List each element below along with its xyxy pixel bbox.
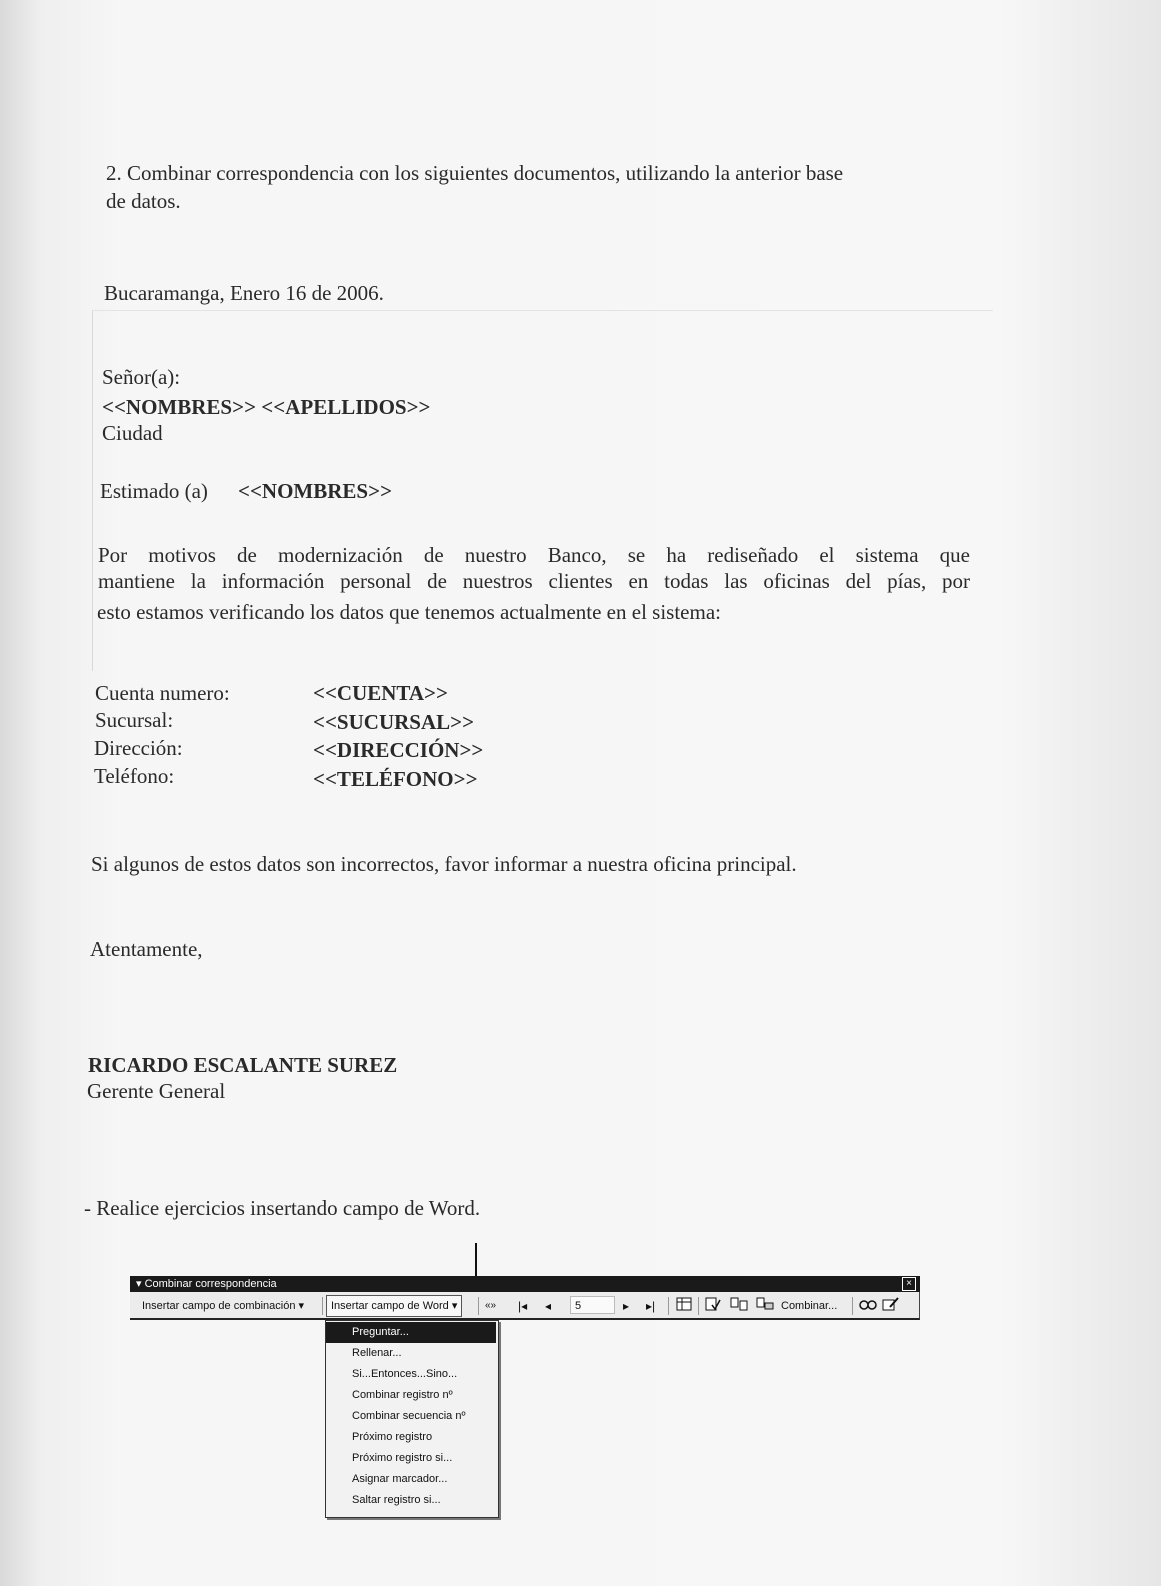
edit-source-icon[interactable] bbox=[882, 1297, 900, 1316]
toolbar-separator bbox=[852, 1297, 853, 1315]
next-record-icon[interactable]: ▸ bbox=[623, 1299, 630, 1313]
menu-item-proximo-registro-si[interactable]: Próximo registro si... bbox=[352, 1452, 453, 1464]
greeting-merge-field: <<NOMBRES>> bbox=[238, 479, 393, 503]
insert-merge-field-button[interactable]: Insertar campo de combinación ▾ bbox=[142, 1300, 305, 1312]
instruction-line-2: de datos. bbox=[106, 189, 181, 213]
check-errors-icon[interactable] bbox=[705, 1297, 721, 1316]
toolbar-title: Combinar correspondencia bbox=[144, 1278, 277, 1290]
toolbar-separator bbox=[668, 1297, 669, 1315]
previous-record-icon[interactable]: ◂ bbox=[545, 1299, 552, 1313]
greeting-prefix: Estimado (a) bbox=[100, 479, 208, 503]
recipients-icon[interactable] bbox=[676, 1297, 692, 1316]
combine-button[interactable]: Combinar... bbox=[781, 1300, 838, 1312]
exercise-instruction: - Realice ejercicios insertando campo de Word. bbox=[84, 1196, 481, 1220]
body-line-2: mantiene la información personal de nuestros clientes en todas las oficinas del pías, por bbox=[98, 569, 970, 593]
menu-item-rellenar[interactable]: Rellenar... bbox=[352, 1347, 402, 1359]
field-label-cuenta: Cuenta numero: bbox=[95, 681, 230, 705]
record-number-input[interactable]: 5 bbox=[570, 1296, 615, 1314]
recipient-city: Ciudad bbox=[102, 421, 163, 445]
word-field-menu bbox=[325, 1320, 499, 1518]
menu-item-saltar-registro-si[interactable]: Saltar registro si... bbox=[352, 1494, 441, 1506]
field-label-telefono: Teléfono: bbox=[94, 764, 175, 788]
insert-word-field-button[interactable]: Insertar campo de Word ▾ bbox=[326, 1295, 462, 1317]
signoff: Atentamente, bbox=[90, 937, 203, 961]
menu-item-preguntar[interactable]: Preguntar... bbox=[326, 1322, 496, 1343]
last-record-icon[interactable]: ▸| bbox=[646, 1299, 656, 1313]
field-value-telefono: <<TELÉFONO>> bbox=[313, 767, 478, 791]
field-value-sucursal: <<SUCURSAL>> bbox=[313, 710, 475, 734]
mail-merge-toolbar bbox=[130, 1292, 920, 1320]
close-icon[interactable]: × bbox=[902, 1277, 916, 1291]
body-line-3: esto estamos verificando los datos que tenemos actualmente en el sistema: bbox=[97, 600, 721, 624]
field-value-cuenta: <<CUENTA>> bbox=[313, 681, 448, 705]
menu-item-asignar-marcador[interactable]: Asignar marcador... bbox=[352, 1473, 448, 1485]
instruction-line-1: 2. Combinar correspondencia con los siguientes documentos, utilizando la anterior base bbox=[106, 161, 844, 185]
recipient-merge-fields: <<NOMBRES>> <<APELLIDOS>> bbox=[102, 395, 431, 419]
menu-item-proximo-registro[interactable]: Próximo registro bbox=[352, 1431, 433, 1443]
field-label-direccion: Dirección: bbox=[94, 736, 183, 760]
merge-printer-icon[interactable] bbox=[756, 1297, 774, 1316]
toolbar-menu-arrow-icon[interactable]: ▾ bbox=[136, 1278, 145, 1290]
closing-note: Si algunos de estos datos son incorrectos, favor informar a nuestra oficina principal. bbox=[91, 852, 797, 876]
menu-item-combinar-registro[interactable]: Combinar registro nº bbox=[352, 1389, 453, 1401]
letter-date: Bucaramanga, Enero 16 de 2006. bbox=[104, 281, 384, 305]
toolbar-separator bbox=[478, 1297, 479, 1315]
view-merged-data-icon[interactable]: «» bbox=[485, 1300, 497, 1311]
menu-item-si-entonces-sino[interactable]: Si...Entonces...Sino... bbox=[352, 1368, 458, 1380]
body-line-1: Por motivos de modernización de nuestro Banco, se ha rediseñado el sistema que bbox=[98, 543, 970, 567]
merge-new-doc-icon[interactable] bbox=[730, 1297, 748, 1316]
merge-options-icon[interactable] bbox=[859, 1297, 877, 1316]
salutation-title: Señor(a): bbox=[102, 365, 181, 389]
toolbar-separator bbox=[698, 1297, 699, 1315]
signer-name: RICARDO ESCALANTE SUREZ bbox=[88, 1053, 398, 1077]
toolbar-separator bbox=[322, 1297, 323, 1315]
field-value-direccion: <<DIRECCIÓN>> bbox=[313, 738, 484, 762]
signer-title: Gerente General bbox=[87, 1079, 226, 1103]
first-record-icon[interactable]: |◂ bbox=[518, 1299, 528, 1313]
menu-item-combinar-secuencia[interactable]: Combinar secuencia nº bbox=[352, 1410, 466, 1422]
field-label-sucursal: Sucursal: bbox=[95, 708, 174, 732]
toolbar-title-bar[interactable] bbox=[130, 1276, 920, 1292]
